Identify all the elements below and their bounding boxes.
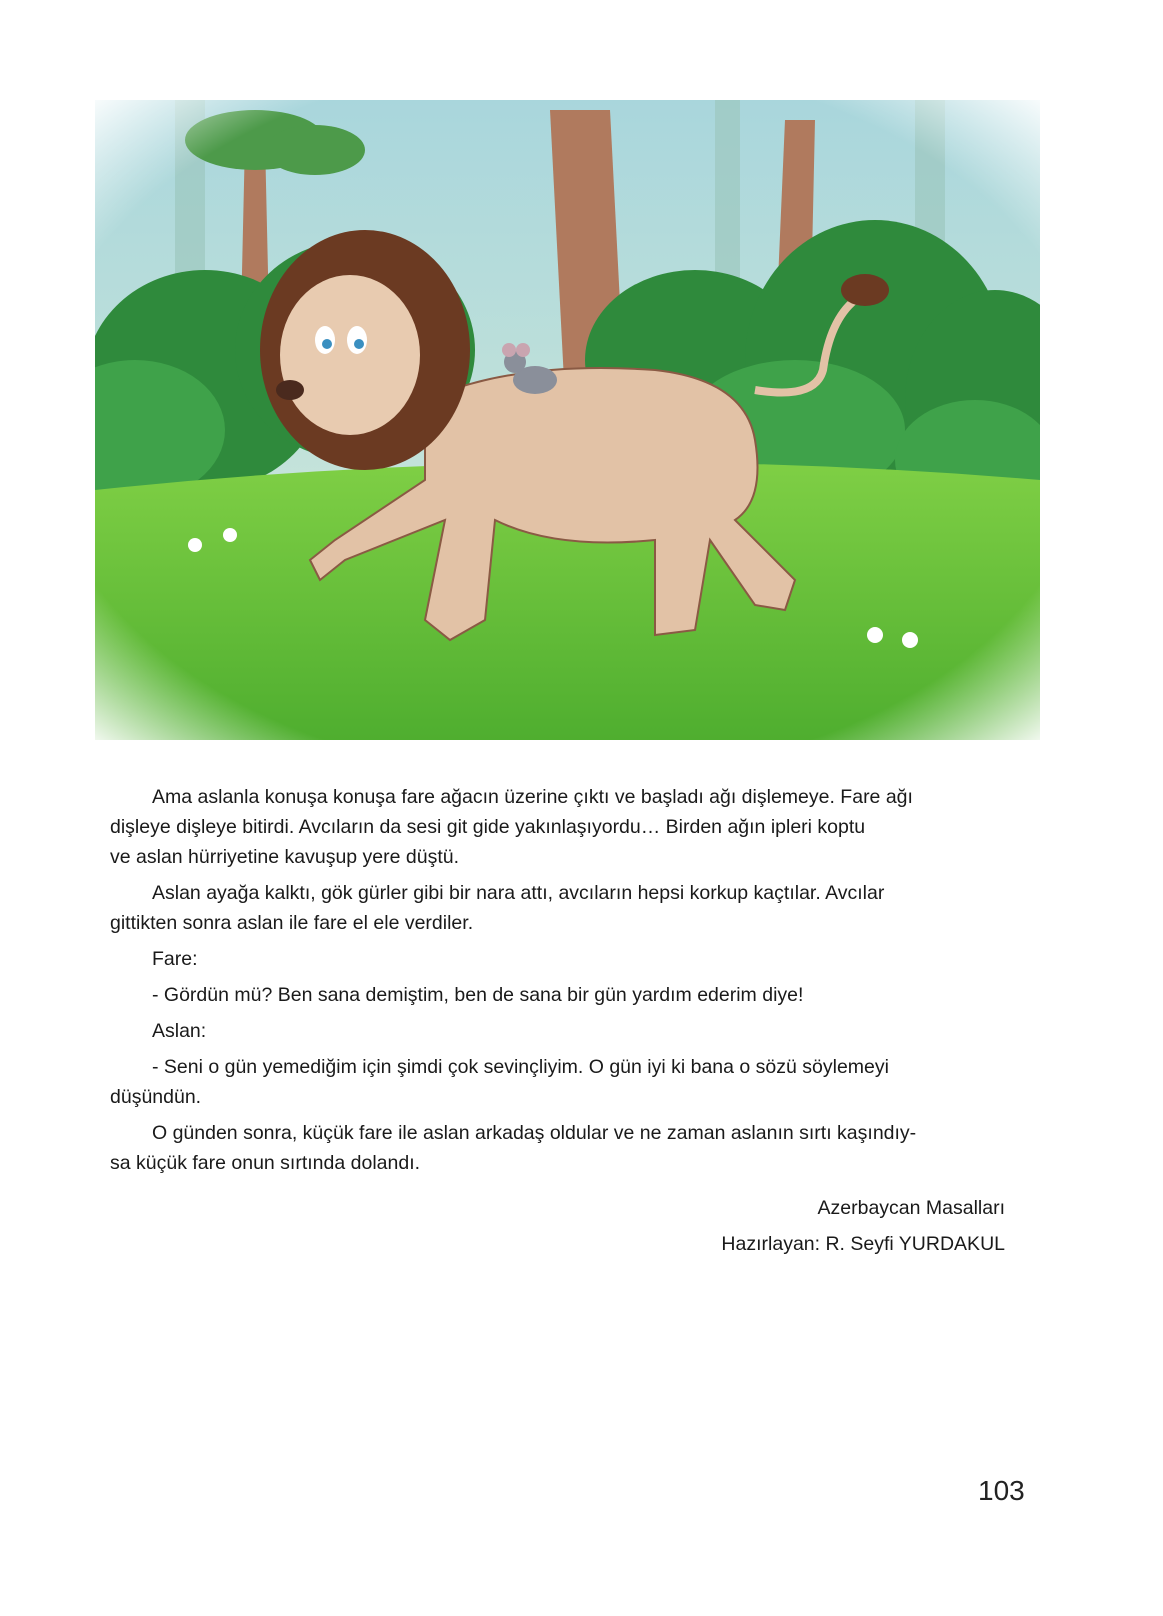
story-illustration (95, 100, 1040, 740)
text-line: ve aslan hürriyetine kavuşup yere düştü. (110, 846, 460, 868)
paragraph (110, 980, 1010, 1010)
text-line: O günden sonra, küçük fare ile aslan arkadaş oldular ve ne zaman aslanın sırtı kaşındıy- (152, 1122, 917, 1144)
text-line: dişleye dişleye bitirdi. Avcıların da sesi git gide yakınlaşıyordu… Birden ağın ipleri koptu (110, 816, 866, 838)
text-line: - Gördün mü? Ben sana demiştim, ben de sana bir gün yardım ederim diye! (152, 984, 804, 1006)
text-line: - Seni o gün yemediğim için şimdi çok sevinçliyim. O gün iyi ki bana o sözü söylemeyi (152, 1056, 889, 1078)
source: Azerbaycan Masalları (817, 1197, 1005, 1219)
signature (721, 1190, 1005, 1262)
paragraph (110, 1052, 1010, 1112)
text-line: düşündün. (110, 1086, 202, 1108)
paragraph (110, 1016, 1010, 1046)
paragraph (110, 944, 1010, 974)
page-number: 103 (978, 1475, 1025, 1506)
text-line: Fare: (152, 948, 198, 970)
text-line: Ama aslanla konuşa konuşa fare ağacın üzerine çıktı ve başladı ağı dişlemeye. Fare ağı (152, 786, 913, 808)
text-line: Aslan ayağa kalktı, gök gürler gibi bir nara attı, avcıların hepsi korkup kaçtılar. Avcılar (152, 882, 885, 904)
text-line: gittikten sonra aslan ile fare el ele verdiler. (110, 912, 474, 934)
story-text (110, 782, 1010, 1184)
paragraph (110, 878, 1010, 938)
paragraph (110, 782, 1010, 872)
paragraph (110, 1118, 1010, 1178)
text-line: Aslan: (152, 1020, 207, 1042)
prepared-by: Hazırlayan: R. Seyfi YURDAKUL (721, 1233, 1005, 1255)
text-line: sa küçük fare onun sırtında dolandı. (110, 1152, 421, 1174)
